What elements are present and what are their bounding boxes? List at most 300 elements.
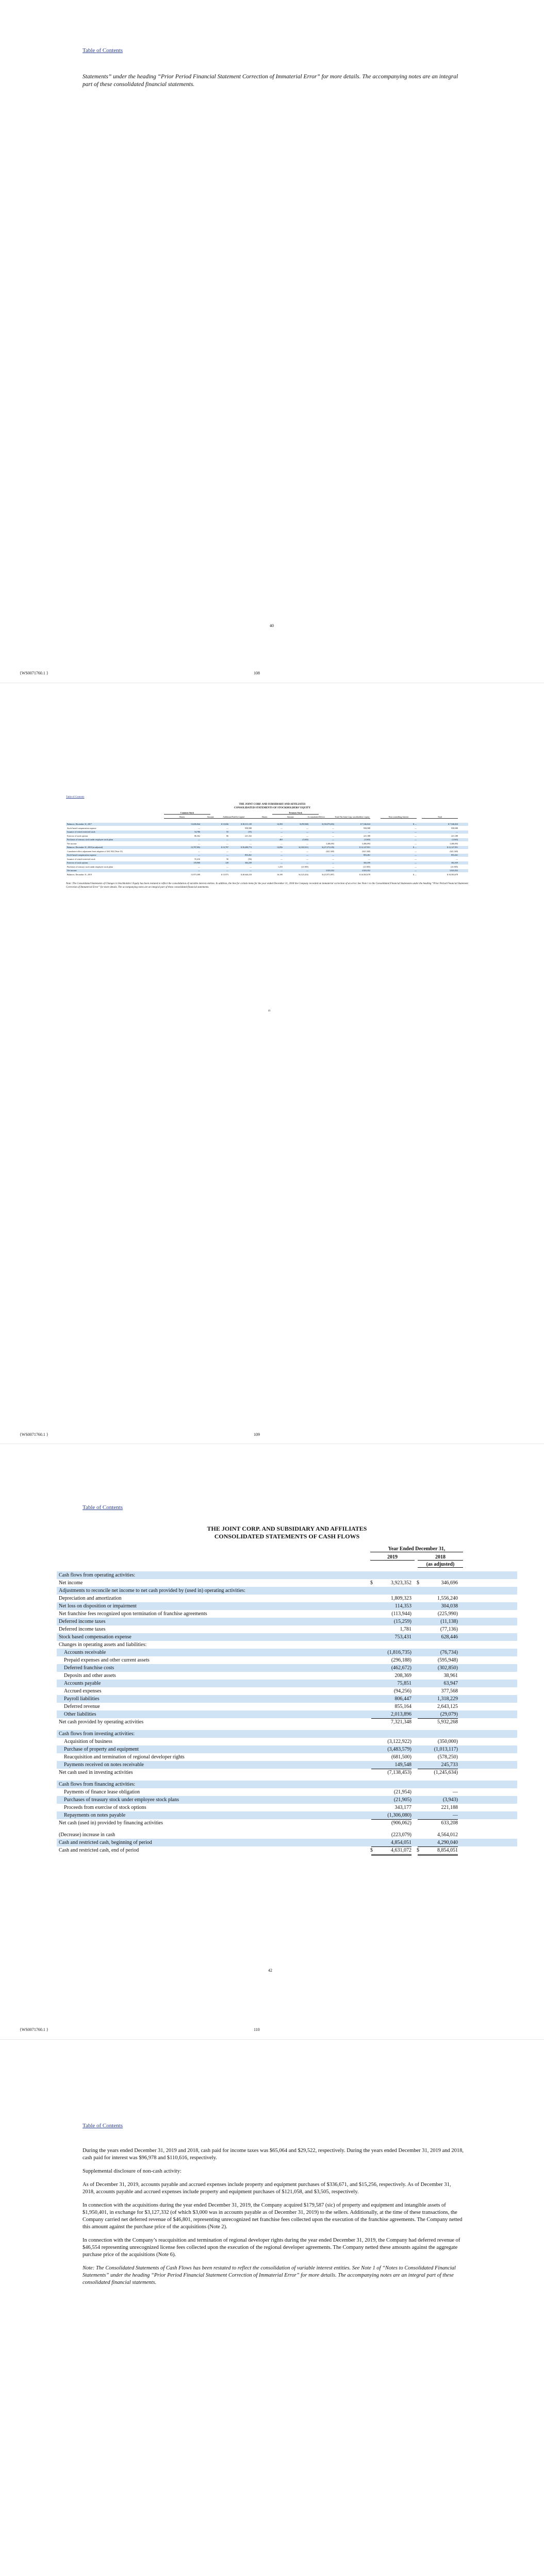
cell-value: 120 — [225, 861, 228, 864]
table-row — [57, 1595, 517, 1602]
column-header: Shares — [246, 816, 283, 819]
value-2018: 2,643,125 — [437, 1704, 458, 1709]
value-2019: 343,177 — [394, 1805, 411, 1810]
footer-doc-id: {WS0071760.1 } — [20, 671, 48, 675]
table-row — [57, 1710, 517, 1718]
row-label: Payments of finance lease obligation — [64, 1789, 140, 1795]
cell-value: — — [332, 854, 334, 856]
column-header: Additional Paid In Capital — [216, 816, 252, 819]
cell-value: — — [415, 857, 417, 860]
cell-value: — — [281, 834, 283, 837]
column-header: Amount — [192, 816, 228, 819]
page-break — [0, 2039, 544, 2040]
cell-value: — — [226, 869, 228, 872]
cell-value: — — [332, 826, 334, 829]
toc-link[interactable]: Table of Contents — [83, 47, 123, 54]
dollar-2018: $ — [417, 1580, 419, 1586]
table-row — [57, 1804, 517, 1811]
row-label: Issuance of vested restricted stock — [67, 857, 95, 860]
equity-note: Note: The Consolidated Statements of Changes in Stockholders’ Equity has been restated to reflect the consolidation of variable interest entities. In addition, the line for certain items for the year ended December 31, 2018 the Company recorded an immaterial correction of an error. See Note 1 to the Consolidated Financial Statements under the heading “Prior Period Financial Statement Correction of Immaterial Error” for more details. The accompanying notes are an integral part of these consolidated financial statements. — [66, 883, 468, 889]
cell-value: $ (30,679,203) — [322, 823, 334, 825]
value-2019: (21,954) — [393, 1789, 411, 1795]
cell-value: (3,943) — [364, 838, 370, 841]
footer-page: 108 — [254, 671, 260, 675]
value-2018: (302,850) — [437, 1665, 458, 1671]
cell-value: (56) — [248, 857, 252, 860]
cell-value: 958,588 — [451, 826, 458, 829]
table-row — [66, 827, 468, 830]
cell-value: $ 12,127,951 — [359, 846, 370, 849]
column-header: Total The Joint Corp. stockholders’ equity — [335, 816, 370, 818]
row-label: Adjustments to reconcile net income to net cash provided by (used in) operating activities: — [59, 1588, 245, 1594]
row-label: (Decrease) increase in cash — [59, 1832, 116, 1838]
table-row — [57, 1796, 517, 1804]
cell-value: $ 16,563,678 — [447, 873, 458, 876]
cell-value: 3,406,094 — [326, 842, 334, 845]
row-gap — [57, 1776, 517, 1781]
table-row — [57, 1610, 517, 1618]
supplemental-text — [83, 2147, 464, 2286]
row-label: Payroll liabilities — [64, 1696, 100, 1702]
row-label: Repayments on notes payable — [64, 1812, 126, 1818]
value-2019: (906,062) — [391, 1820, 411, 1826]
table-row — [57, 1846, 517, 1854]
row-label: Deposits and other assets — [64, 1673, 116, 1679]
cell-value: $ 16,563,678 — [359, 873, 370, 876]
cell-value: — — [368, 831, 370, 833]
value-2018: 1,556,240 — [437, 1596, 458, 1601]
table-row — [66, 831, 468, 834]
cell-value: 853,261 — [245, 854, 252, 856]
cell-value: $ 38,311,139 — [241, 823, 252, 825]
cell-value: $ 13,973 — [221, 873, 228, 876]
value-2018: 221,188 — [441, 1805, 458, 1810]
paragraph: As of December 31, 2019, accounts payable and accrued expenses include property and equipment purchases of $336,671, and $15,256, respectively. As of December 31, 2018, accounts payable and accrued expenses include property and equipment purchases of $121,058, and $3,505, respectively. — [83, 2182, 451, 2195]
cell-value: — — [250, 842, 252, 845]
table-row — [57, 1664, 517, 1672]
value-2019: 3,923,352 — [391, 1580, 411, 1586]
cashflow-note: Note: The Consolidated Statements of Cash Flows has been restated to reflect the consolidation of variable interest entities. See Note 1 of “Notes to Consolidated Financial Statements” under the heading “Prior Period Financial Statement Correction of Immaterial Error” for more details. The accompanying notes are an integral part of these consolidated financial statements. — [83, 2265, 456, 2285]
value-2018: — — [418, 1811, 458, 1820]
value-2019: (1,306,080) — [371, 1811, 411, 1820]
cell-value: — — [306, 826, 308, 829]
cell-value: — — [250, 850, 252, 853]
cell-value: 14,393 — [277, 823, 283, 825]
value-2019: (15,259) — [393, 1619, 411, 1624]
row-label: Net income — [59, 1580, 83, 1586]
cell-value: — — [250, 865, 252, 868]
table-row — [57, 1753, 517, 1761]
value-2019: (1,816,735) — [387, 1650, 411, 1655]
column-header: Amount — [272, 816, 308, 819]
value-2019: 1,781 — [400, 1626, 411, 1632]
value-2018: 628,446 — [441, 1634, 458, 1640]
cell-value: — — [281, 861, 283, 864]
cell-value: 86,362 — [194, 834, 200, 837]
cell-value: — — [281, 842, 283, 845]
value-2019: (7,138,453) — [387, 1770, 411, 1775]
cell-value: $ 13,797 — [221, 846, 228, 849]
col-2018: 2018 — [418, 1554, 463, 1561]
cell-value: — — [226, 854, 228, 856]
cell-value: 958,588 — [245, 826, 252, 829]
cell-value: — — [198, 842, 200, 845]
table-row — [57, 1672, 517, 1680]
period-header: Year Ended December 31, — [370, 1546, 463, 1552]
value-2019: 4,631,072 — [371, 1846, 411, 1856]
row-label: Other liabilities — [64, 1711, 96, 1717]
cell-value: — — [281, 857, 283, 860]
paragraph: In connection with the Company’s reacquisition and termination of regional developer rights during the year ended December 31, 2019, the Company had deferred revenue of $46,554 representing unrecognized license fees collected upon the execution of the regional developer agreements. The Company netted these amounts against the aggregate purchase price of the acquisitions (Note 6). — [83, 2238, 460, 2258]
cell-value: (3,943) — [452, 838, 458, 841]
cell-value: $ 39,490,774 — [241, 846, 252, 849]
cell-value: 302,239 — [245, 861, 252, 864]
cell-value: 302,359 — [364, 861, 370, 864]
row-label: Deferred income taxes — [59, 1619, 106, 1624]
cell-value: $ 12,127,951 — [447, 846, 458, 849]
table-row — [57, 1571, 517, 1579]
cell-value: 56 — [226, 857, 228, 860]
row-label: Accounts payable — [64, 1681, 101, 1686]
table-row — [57, 1831, 517, 1839]
table-row — [66, 873, 468, 876]
cell-value: — — [306, 861, 308, 864]
cell-value: — — [332, 865, 334, 868]
cell-value: $ (27,273,109) — [322, 846, 334, 849]
toc-link[interactable]: Table of Contents — [83, 2123, 123, 2129]
paragraph: During the years ended December 31, 2019 and 2018, cash paid for income taxes was $65,064 and $29,522, respectively. During the years ended December 31, 2019 and 2018, cash paid for interest was $96,978 and $110,616, respectively. — [83, 2148, 464, 2161]
value-2018: 377,568 — [441, 1688, 458, 1694]
row-label: Issuance of vested restricted stock — [67, 831, 95, 833]
row-label: Purchase of property and equipment — [64, 1747, 139, 1752]
row-label: Purchases of treasury stock under employee stock plans — [64, 1797, 179, 1803]
cell-value: — — [332, 861, 334, 864]
value-2019: 208,369 — [394, 1673, 411, 1679]
table-row — [66, 846, 468, 849]
equity-title-line: THE JOINT CORP. AND SUBSIDIARY AND AFFILIATES — [239, 803, 306, 806]
footer-doc-id: {WS0071760.1 } — [20, 2027, 48, 2032]
value-2018: (578,250) — [437, 1754, 458, 1760]
column-header: Accumulated Deficit — [298, 816, 334, 819]
cell-value: — — [226, 865, 228, 868]
cell-value: — — [226, 826, 228, 829]
cell-value: — — [415, 826, 417, 829]
row-label: Cash flows from investing activities: — [59, 1731, 135, 1737]
value-2018: (77,136) — [440, 1626, 458, 1632]
value-2019: (296,188) — [391, 1657, 411, 1663]
row-label: Net income — [67, 842, 77, 845]
cell-value: $ — — [413, 873, 417, 876]
row-label: Prepaid expenses and other current assets — [64, 1657, 150, 1663]
value-2019: 114,353 — [394, 1603, 411, 1609]
cell-value: $ — — [413, 846, 417, 849]
row-label: Balances, December 31, 2018 (as adjusted) — [67, 846, 103, 849]
value-2019: (681,500) — [391, 1754, 411, 1760]
dollar-2018: $ — [417, 1848, 419, 1853]
cell-value: — — [250, 869, 252, 872]
row-label: Changes in operating assets and liabilities: — [59, 1642, 147, 1648]
value-2018: (76,734) — [440, 1650, 458, 1655]
table-row — [57, 1761, 517, 1769]
table-row — [57, 1745, 517, 1753]
table-row — [57, 1625, 517, 1633]
cell-value: — — [415, 861, 417, 864]
cell-value: (621,340) — [450, 850, 458, 853]
cell-value: — — [226, 850, 228, 853]
row-label: Cash and restricted cash, beginning of period — [59, 1840, 152, 1845]
equity-table — [66, 811, 479, 878]
cell-value: 3,923,352 — [450, 869, 458, 872]
cell-value: — — [281, 850, 283, 853]
value-2018: 38,961 — [443, 1673, 458, 1679]
value-2019: 855,164 — [394, 1704, 411, 1709]
row-label: Net cash provided by operating activities — [59, 1719, 144, 1725]
value-2018: 245,733 — [418, 1761, 458, 1769]
table-row — [57, 1839, 517, 1846]
value-2018: 4,564,012 — [437, 1832, 458, 1838]
cell-value: 3,406,094 — [362, 842, 370, 845]
cell-value: $ (125,416) — [299, 873, 308, 876]
group-header: Treasury Stock — [272, 811, 319, 815]
cell-value: — — [415, 834, 417, 837]
cell-value: $ (103,511) — [299, 846, 308, 849]
row-label: Balances, December 31, 2019 — [67, 873, 92, 876]
row-label: Net cash (used in) provided by financing activities — [59, 1820, 163, 1826]
value-2018: (350,000) — [437, 1739, 458, 1744]
row-label: Cash flows from financing activities: — [59, 1782, 136, 1787]
cell-value: 3,923,352 — [326, 869, 334, 872]
cell-value: — — [456, 857, 458, 860]
dollar-2019: $ — [370, 1848, 373, 1853]
row-label: Payments received on notes receivable — [64, 1762, 144, 1768]
row-label: Exercise of stock options — [67, 834, 88, 837]
value-2018: 304,038 — [441, 1603, 458, 1609]
value-2019: 806,447 — [394, 1696, 411, 1702]
value-2018: (29,079) — [418, 1710, 458, 1719]
footer-doc-id: {WS0071760.1 } — [20, 1432, 48, 1437]
value-2019: (3,122,922) — [387, 1739, 411, 1744]
row-label: Cash and restricted cash, end of period — [59, 1848, 139, 1853]
cell-value: — — [306, 869, 308, 872]
cell-value: 16,109 — [277, 873, 283, 876]
row-label: Stock-based compensation expense — [67, 826, 96, 829]
table-row — [66, 866, 468, 869]
table-row — [57, 1769, 517, 1776]
cell-value: 55,416 — [194, 857, 200, 860]
value-2019: (94,256) — [393, 1688, 411, 1694]
group-header: Common Stock — [164, 811, 210, 815]
cell-value: 13,973,308 — [191, 873, 200, 876]
row-gap — [57, 1827, 517, 1831]
cell-value: $ 13,656 — [221, 823, 228, 825]
page-number: 41 — [268, 1010, 271, 1012]
column-header: Total — [422, 816, 458, 819]
cell-value: 55 — [226, 831, 228, 833]
cell-value: — — [281, 831, 283, 833]
value-2019: (3,483,579) — [387, 1747, 411, 1752]
cell-value: 221,188 — [451, 834, 458, 837]
value-2018: 5,932,268 — [437, 1719, 458, 1725]
page-number: 40 — [270, 623, 274, 628]
row-label: Net loss on disposition or impairment — [59, 1603, 137, 1609]
cell-value: $ 7,546,024 — [360, 823, 370, 825]
col-2018-adjusted: (as adjusted) — [418, 1562, 463, 1568]
cell-value: $ 40,646,218 — [241, 873, 252, 876]
col-2019: 2019 — [370, 1554, 415, 1561]
table-row — [57, 1587, 517, 1595]
cell-value: — — [456, 831, 458, 833]
cell-value: — — [306, 831, 308, 833]
value-2018: (11,138) — [440, 1619, 458, 1624]
cell-value: (21,905) — [451, 865, 458, 868]
value-2018: 346,696 — [441, 1580, 458, 1586]
cashflow-table — [57, 1571, 517, 1854]
cell-value: 1,253 — [278, 865, 283, 868]
cell-value: 853,261 — [364, 854, 370, 856]
column-header: Non-controlling Interest — [381, 816, 417, 819]
cell-value: 13,656,844 — [191, 823, 200, 825]
cell-value: 958,588 — [364, 826, 370, 829]
value-2019: 7,321,348 — [391, 1719, 411, 1725]
table-row — [57, 1649, 517, 1656]
value-2018: 8,854,051 — [418, 1846, 458, 1856]
table-row — [66, 861, 468, 865]
page-number: 42 — [268, 1968, 272, 1973]
cell-value: — — [198, 826, 200, 829]
row-label: Net cash used in investing activities — [59, 1770, 133, 1775]
table-row — [66, 850, 468, 853]
cell-value: — — [415, 831, 417, 833]
cell-value: 463 — [279, 838, 283, 841]
table-row — [57, 1602, 517, 1610]
cell-value: (621,340) — [362, 850, 370, 853]
value-2019: 149,548 — [371, 1761, 411, 1769]
value-2019: 4,854,051 — [371, 1839, 411, 1847]
cell-value: — — [198, 850, 200, 853]
cell-value: 14,856 — [277, 846, 283, 849]
value-2018: (3,943) — [442, 1797, 458, 1803]
cell-value: (21,905) — [363, 865, 370, 868]
page1-note: Statements” under the heading “Prior Period Financial Statement Correction of Immaterial Error” for more details. The accompanying notes are an integral part of these consolidated financial statements. — [83, 74, 458, 88]
table-row — [57, 1703, 517, 1710]
row-label: Deferred franchise costs — [64, 1665, 114, 1671]
paragraph: In connection with the acquisitions during the year ended December 31, 2019, the Company acquired $179,587 (sic) of property and equipment and intangible assets of $1,950,401, in exchange for $3,127,332 (of which $3,000 was in accounts payable as of December 31, 2019) to the sellers. Additionally, at the time of these transactions, the Company carried net deferred revenue of $46,801, representing unrecognized net franchise fees collected upon the execution of the franchise agreements. The Company netted this amount against the purchase price of the acquisitions (Note 2). — [83, 2202, 463, 2230]
footer-page: 110 — [254, 2027, 260, 2032]
cell-value: — — [368, 857, 370, 860]
cell-value: — — [198, 865, 200, 868]
cashflow-title — [57, 1525, 517, 1540]
value-2018: 4,290,040 — [418, 1839, 458, 1847]
table-row — [57, 1781, 517, 1788]
cell-value: 221,102 — [245, 834, 252, 837]
equity-title-line: CONSOLIDATED STATEMENTS OF STOCKHOLDERS’ EQUITY — [234, 807, 311, 809]
cell-value: — — [332, 838, 334, 841]
toc-link[interactable]: Table of Contents — [83, 1504, 123, 1511]
value-2019: (113,944) — [391, 1611, 411, 1617]
table-row — [66, 869, 468, 872]
row-label: Cumulative-effect adjustment from adoption of ASC 842 (Note 13) — [67, 850, 123, 853]
row-label: Acquisition of business — [64, 1739, 112, 1744]
row-label: Purchases of treasury stock under employee stock plans — [67, 838, 113, 841]
cell-value: 86 — [226, 834, 228, 837]
cell-value: — — [198, 869, 200, 872]
table-row — [57, 1656, 517, 1664]
table-row — [66, 838, 468, 841]
value-2018: (1,245,634) — [434, 1770, 458, 1775]
cell-value: — — [226, 842, 228, 845]
table-row — [57, 1811, 517, 1819]
table-row — [66, 835, 468, 838]
row-label: Balances, December 31, 2017 — [67, 823, 92, 825]
cell-value: $ 7,546,024 — [448, 823, 458, 825]
row-label: Reacquisition and termination of regional developer rights — [64, 1754, 185, 1760]
cell-value: (621,340) — [326, 850, 334, 853]
cell-value: — — [415, 842, 417, 845]
cell-value: 3,923,352 — [362, 869, 370, 872]
cell-value: $ — — [413, 823, 417, 825]
row-label: Deferred income taxes — [59, 1626, 106, 1632]
equity-title — [66, 803, 479, 810]
cell-value: — — [306, 854, 308, 856]
row-label: Purchases of treasury stock under employee stock plans — [67, 865, 113, 868]
row-gap — [57, 1726, 517, 1730]
value-2019: 2,013,896 — [371, 1710, 411, 1719]
row-label: Proceeds from exercise of stock options — [64, 1805, 146, 1810]
cell-value: (21,905) — [301, 865, 308, 868]
cell-value: 853,261 — [451, 854, 458, 856]
cell-value: — — [332, 831, 334, 833]
value-2019: 75,851 — [397, 1681, 411, 1686]
dollar-2019: $ — [370, 1580, 373, 1586]
value-2018: 1,318,229 — [437, 1696, 458, 1702]
value-2019: (21,905) — [393, 1797, 411, 1803]
value-2018: 63,947 — [443, 1681, 458, 1686]
table-row — [66, 854, 468, 857]
toc-link[interactable]: Table of Contents — [66, 796, 85, 799]
value-2018: (595,948) — [437, 1657, 458, 1663]
table-row — [57, 1680, 517, 1687]
cell-value: — — [415, 869, 417, 872]
table-row — [57, 1633, 517, 1641]
table-row — [66, 858, 468, 861]
row-label: Stock based compensation expense — [59, 1634, 131, 1640]
value-2019: (223,079) — [391, 1832, 411, 1838]
cell-value: — — [198, 854, 200, 856]
row-label: Net franchise fees recognized upon termination of franchise agreements — [59, 1611, 207, 1617]
cell-value: — — [306, 857, 308, 860]
cell-value: 119,900 — [193, 861, 200, 864]
footer-page: 109 — [254, 1432, 260, 1437]
cell-value: — — [281, 869, 283, 872]
column-header: Shares — [164, 816, 200, 819]
table-row — [57, 1641, 517, 1649]
cell-value: — — [198, 838, 200, 841]
table-row — [57, 1579, 517, 1587]
cell-value: — — [306, 850, 308, 853]
paragraph: Supplemental disclosure of non-cash activity: — [83, 2168, 182, 2174]
cell-value: 221,188 — [364, 834, 370, 837]
value-2018: — — [453, 1789, 458, 1795]
cashflow-title-line: CONSOLIDATED STATEMENTS OF CASH FLOWS — [214, 1533, 360, 1540]
cell-value: (55) — [248, 831, 252, 833]
cell-value: — — [415, 838, 417, 841]
value-2019: 753,431 — [394, 1634, 411, 1640]
value-2019: (462,672) — [391, 1665, 411, 1671]
cell-value: — — [306, 834, 308, 837]
row-label: Net income — [67, 869, 77, 872]
row-label: Depreciation and amortization — [59, 1596, 122, 1601]
table-row — [57, 1687, 517, 1695]
